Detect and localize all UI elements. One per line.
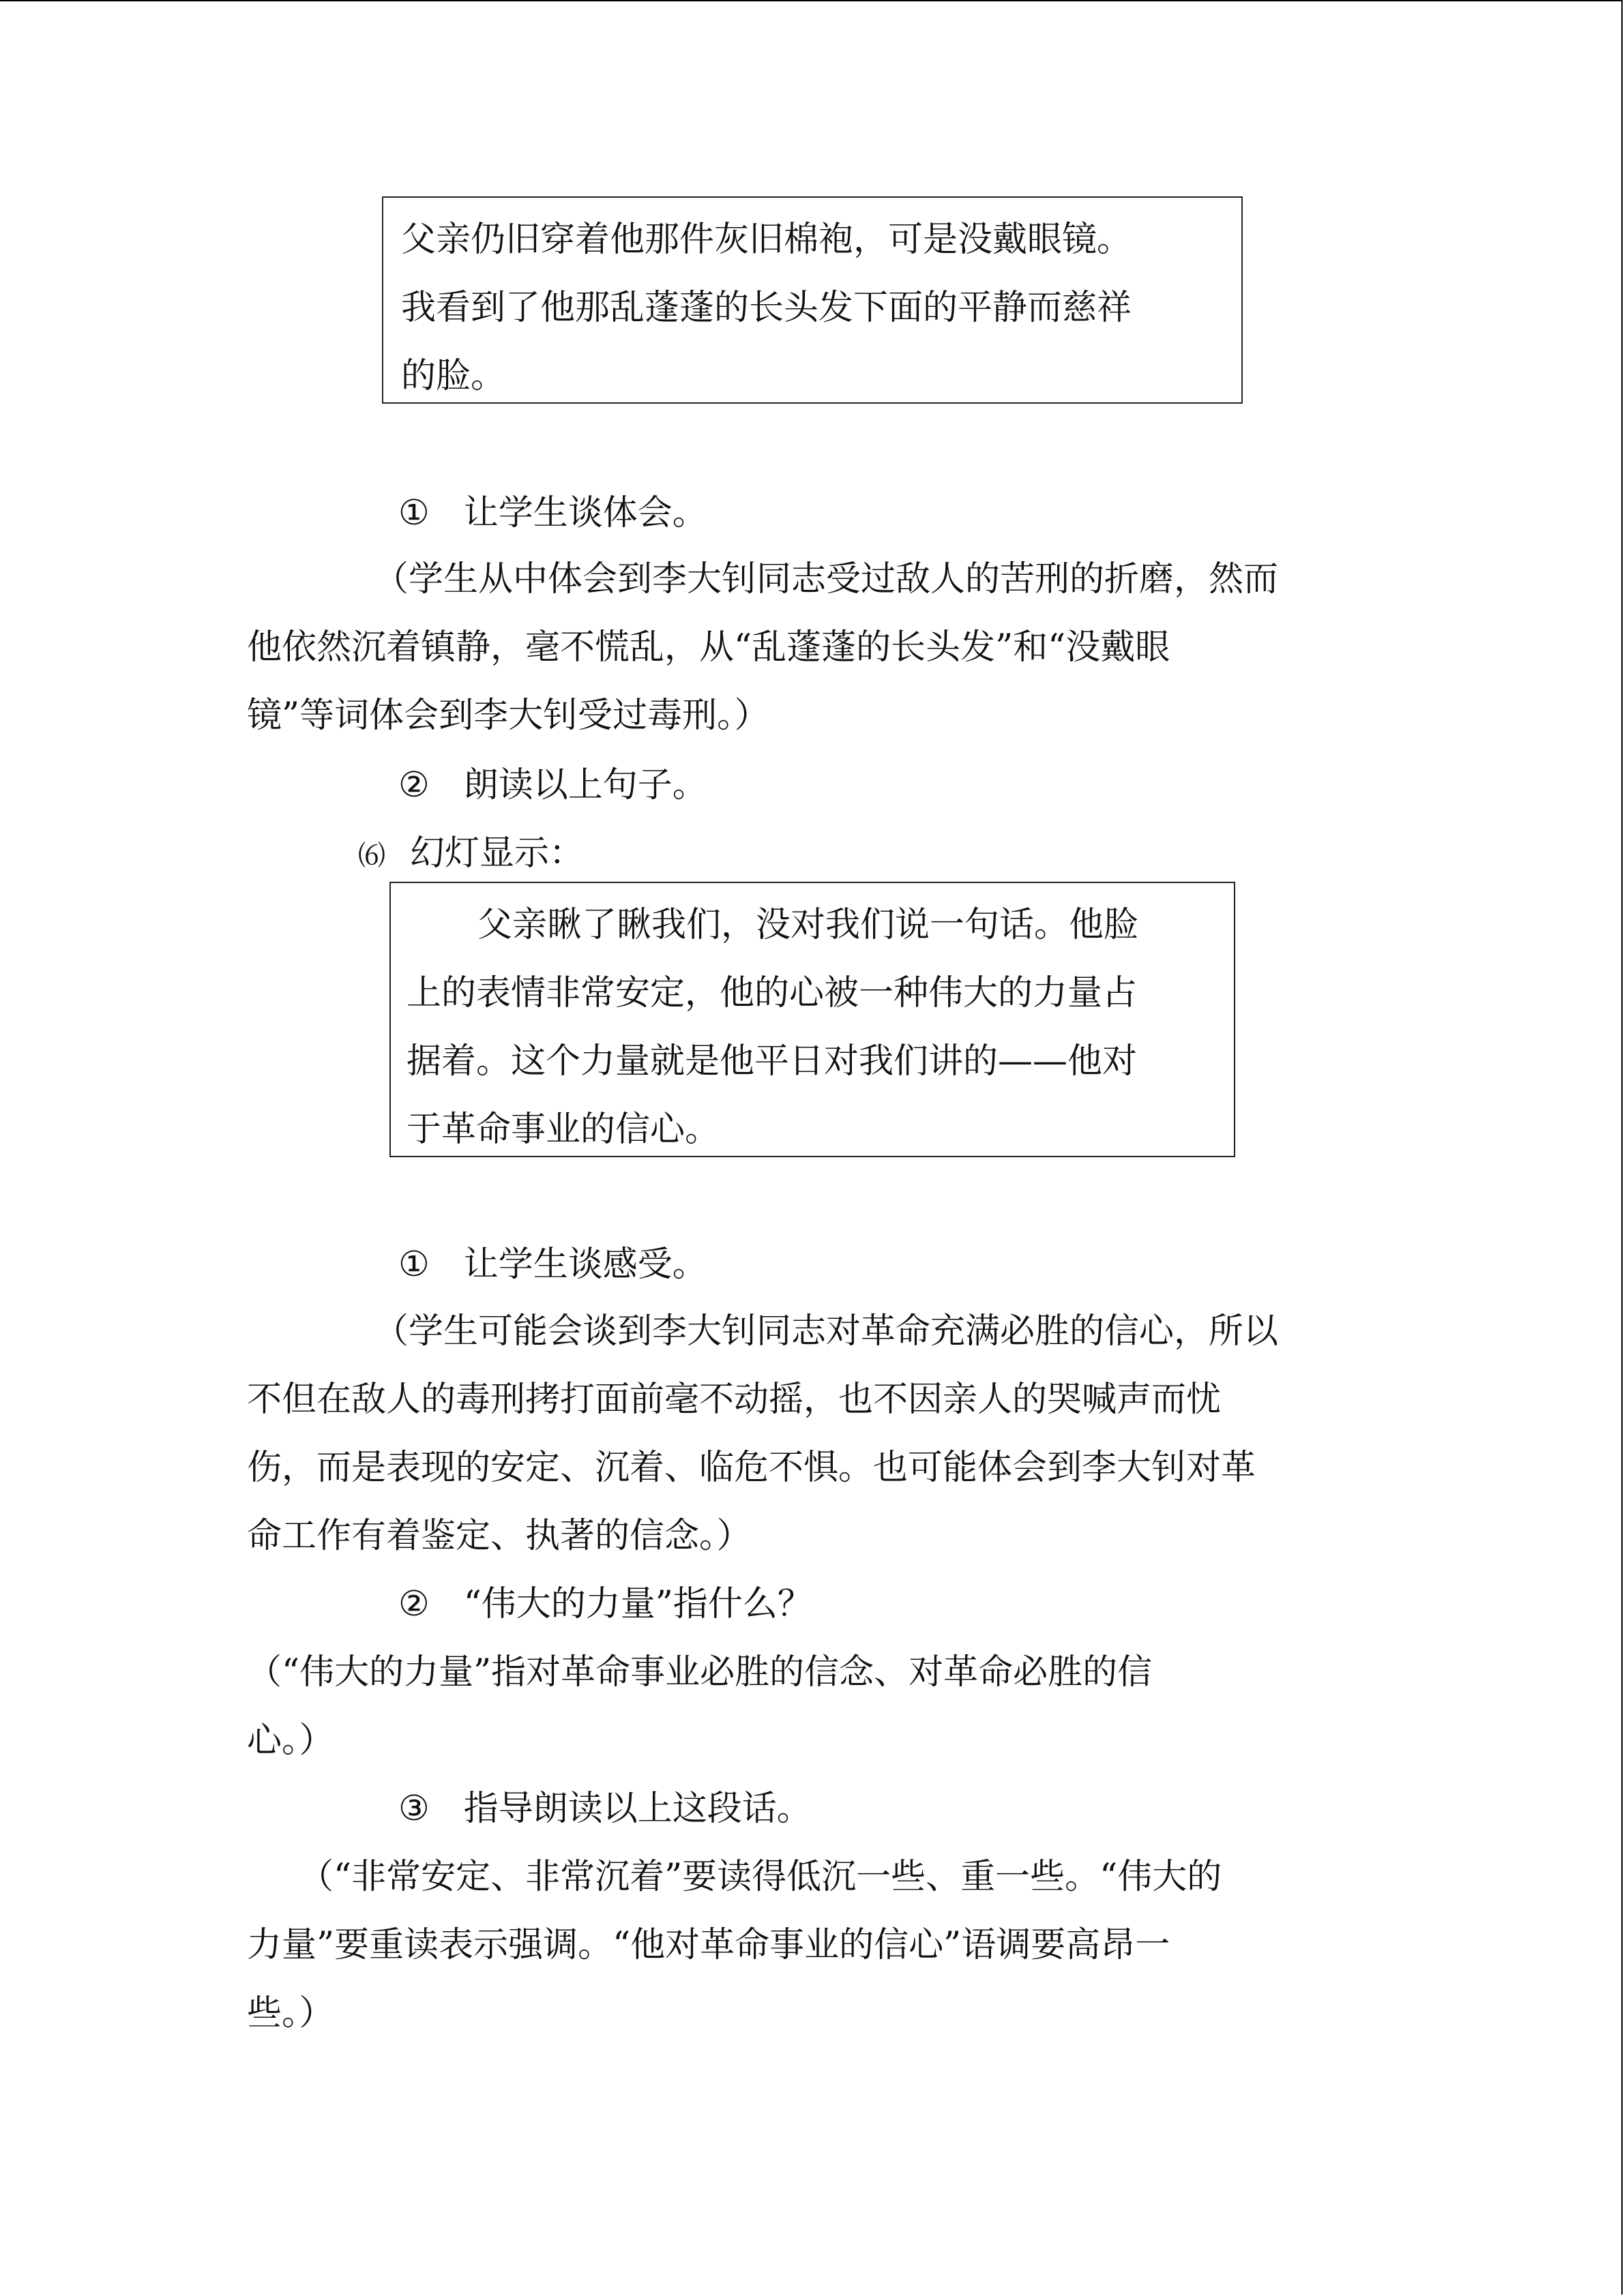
note-line: （学生可能会谈到李大钊同志对革命充满必胜的信心，所以 — [374, 1311, 1279, 1352]
quote-line: 上的表情非常安定，他的心被一种伟大的力量占 — [407, 973, 1138, 1013]
quote-box-1 — [382, 196, 1243, 404]
item-text: 让学生谈感受。 — [463, 1244, 707, 1285]
item-number: ① — [398, 493, 430, 533]
item-number: ② — [398, 1584, 430, 1624]
item-number: ② — [398, 765, 430, 805]
item-text: “伟大的力量”指什么？ — [463, 1584, 812, 1624]
note-line: 他依然沉着镇静，毫不慌乱，从“乱蓬蓬的长头发”和“没戴眼 — [247, 627, 1170, 668]
note-line: （学生从中体会到李大钊同志受过敌人的苦刑的折磨，然而 — [374, 559, 1279, 599]
note-line: （“非常安定、非常沉着”要读得低沉一些、重一些。“伟大的 — [299, 1857, 1222, 1897]
quote-line: 父亲瞅了瞅我们，没对我们说一句话。他脸 — [477, 905, 1139, 945]
note-line: （“伟大的力量”指对革命事业必胜的信念、对革命必胜的信 — [247, 1652, 1153, 1693]
quote-line: 我看到了他那乱蓬蓬的长头发下面的平静而慈祥 — [401, 288, 1132, 328]
quote-line: 于革命事业的信心。 — [407, 1109, 720, 1150]
note-line: 伤，而是表现的安定、沉着、临危不惧。也可能体会到李大钊对革 — [247, 1448, 1256, 1488]
section-title: 幻灯显示： — [410, 833, 585, 874]
section-number: ⑹ — [358, 840, 385, 871]
item-text: 朗读以上句子。 — [463, 765, 707, 805]
note-line: 些。） — [247, 1993, 334, 2033]
note-line: 不但在敌人的毒刑拷打面前毫不动摇，也不因亲人的哭喊声而忧 — [247, 1380, 1222, 1420]
list-item — [398, 1584, 812, 1625]
section-heading — [358, 833, 584, 876]
quote-line: 父亲仍旧穿着他那件灰旧棉袍，可是没戴眼镜。 — [401, 220, 1132, 260]
list-item — [398, 765, 707, 806]
quote-box-2 — [389, 882, 1235, 1157]
quote-line: 的脸。 — [401, 356, 506, 396]
item-number: ③ — [398, 1789, 430, 1829]
item-number: ① — [398, 1244, 430, 1285]
list-item — [398, 493, 707, 534]
note-line: 命工作有着鉴定、执著的信念。） — [247, 1516, 752, 1556]
item-text: 指导朗读以上这段话。 — [463, 1789, 812, 1829]
list-item — [398, 1789, 812, 1830]
quote-line: 据着。这个力量就是他平日对我们讲的——他对 — [407, 1041, 1138, 1082]
item-text: 让学生谈体会。 — [463, 493, 707, 533]
note-line: 心。） — [247, 1720, 334, 1761]
note-line: 力量”要重读表示强调。“他对革命事业的信心”语调要高昂一 — [247, 1925, 1170, 1965]
list-item — [398, 1244, 707, 1285]
note-line: 镜”等词体会到李大钊受过毒刑。） — [247, 696, 769, 736]
